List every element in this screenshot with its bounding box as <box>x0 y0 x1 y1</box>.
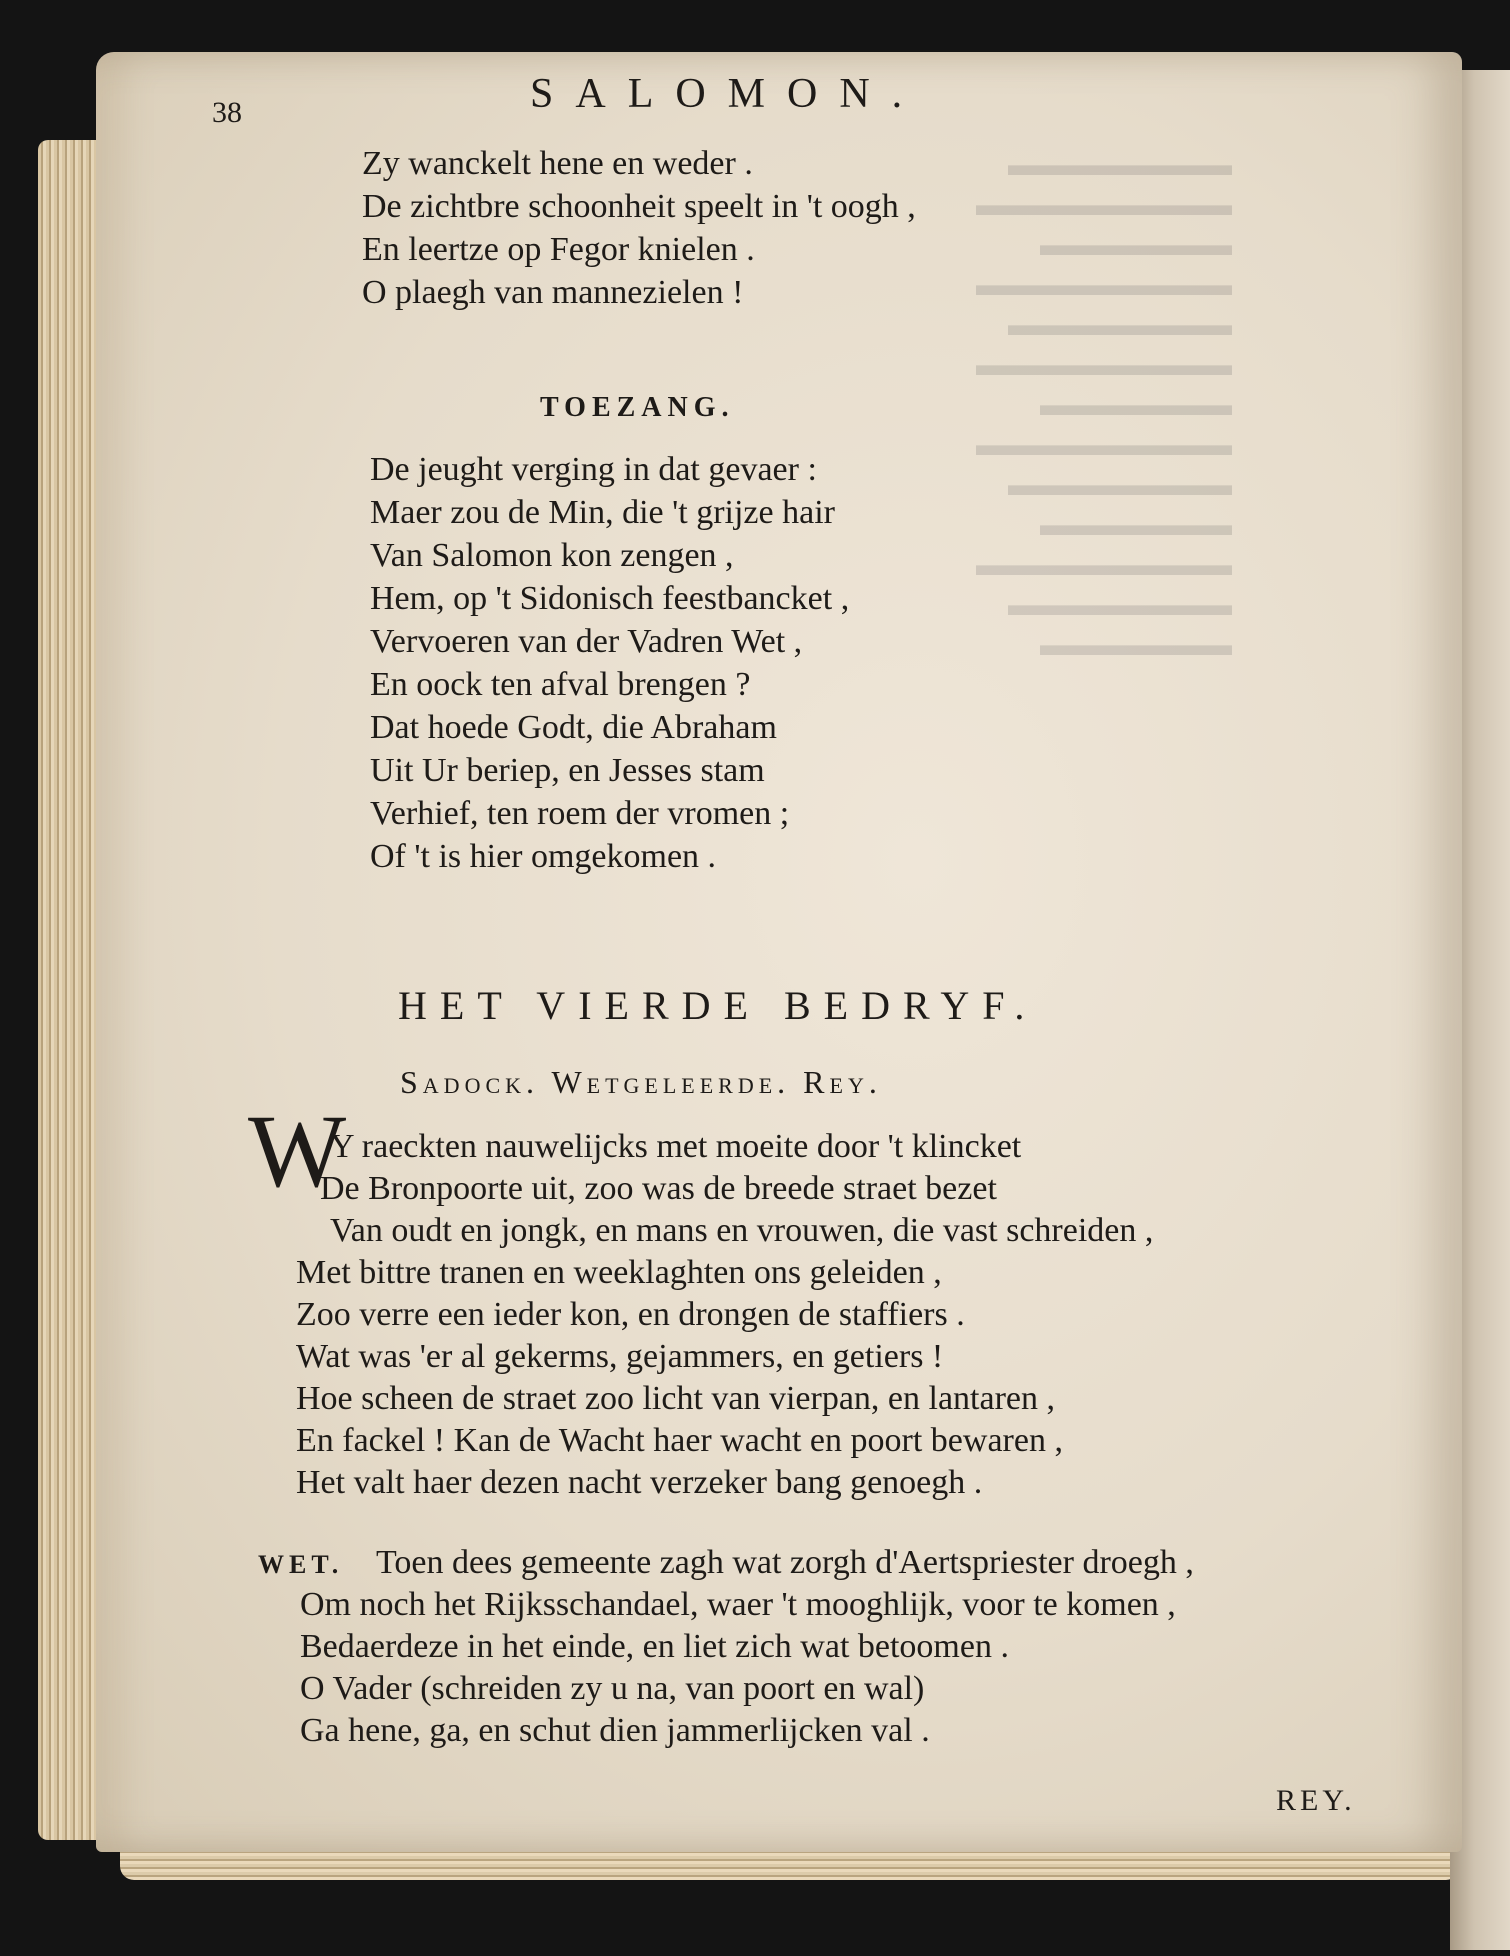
toezang-verse <box>370 448 849 878</box>
verse-line: Uit Ur beriep, en Jesses stam <box>370 752 765 789</box>
verse-line: Van Salomon kon zengen , <box>370 537 734 574</box>
speech-line: Zoo verre een ieder kon, en drongen de staffiers . <box>296 1296 965 1333</box>
verse-line: O plaegh van mannezielen ! <box>362 274 744 311</box>
verse-line: Maer zou de Min, die 't grijze hair <box>370 494 835 531</box>
speech-line: De Bronpoorte uit, zoo was de breede straet bezet <box>320 1170 997 1207</box>
verse-line: De jeught verging in dat gevaer : <box>370 451 817 488</box>
speech-line: Ga hene, ga, en schut dien jammerlijcken val . <box>300 1712 930 1749</box>
act-title: HET VIERDE BEDRYF. <box>398 983 1038 1028</box>
verse-line: Of 't is hier omgekomen . <box>370 838 717 875</box>
speech-line: Met bittre tranen en weeklaghten ons geleiden , <box>296 1254 942 1291</box>
speech-line: Om noch het Rijksschandael, waer 't mooghlijk, voor te komen , <box>300 1586 1176 1623</box>
verse-line: Vervoeren van der Vadren Wet , <box>370 623 803 660</box>
show-through: ▬▬▬▬▬▬▬ ▬▬▬▬▬▬▬▬ ▬▬▬▬▬▬ ▬▬▬▬▬▬▬▬ ▬▬▬▬▬▬▬ ▬▬▬▬▬▬▬▬ ▬▬▬▬▬▬ ▬▬▬▬▬▬▬▬ ▬▬▬▬▬▬▬ ▬▬▬▬▬▬ ▬▬▬▬▬▬▬▬ ▬▬▬▬▬▬▬ ▬▬▬▬▬▬ <box>976 146 1232 662</box>
speech-line: Hoe scheen de straet zoo licht van vierpan, en lantaren , <box>296 1380 1056 1417</box>
verse-line: Hem, op 't Sidonisch feestbancket , <box>370 580 850 617</box>
page-number: 38 <box>212 96 242 129</box>
speech-first-line: Y raeckten nauwelijcks met moeite door 't klincket <box>330 1128 1022 1165</box>
speech-line: Toen dees gemeente zagh wat zorgh d'Aertspriester droegh , <box>376 1544 1194 1581</box>
verse-line: De zichtbre schoonheit speelt in 't oogh , <box>362 188 916 225</box>
verse-line: En oock ten afval brengen ? <box>370 666 751 703</box>
speakers-line: Sadock. Wetgeleerde. Rey. <box>400 1064 882 1100</box>
speech-line: Het valt haer dezen nacht verzeker bang genoegh . <box>296 1464 983 1501</box>
speech-line: Wat was 'er al gekerms, gejammers, en getiers ! <box>296 1338 944 1375</box>
verse-line: En leertze op Fegor knielen . <box>362 231 755 268</box>
verse-line: Dat hoede Godt, die Abraham <box>370 709 777 746</box>
verse-line: Verhief, ten roem der vromen ; <box>370 795 790 832</box>
speaker-label: WET. <box>258 1550 344 1579</box>
drop-cap: W <box>248 1094 347 1209</box>
speech-line: En fackel ! Kan de Wacht haer wacht en poort bewaren , <box>296 1422 1063 1459</box>
speech-line: Van oudt en jongk, en mans en vrouwen, die vast schreiden , <box>330 1212 1154 1249</box>
running-head: SALOMON. <box>530 71 925 117</box>
stanza-end <box>362 142 916 314</box>
speech-line: O Vader (schreiden zy u na, van poort en wal) <box>300 1670 925 1707</box>
verse-line: Zy wanckelt hene en weder . <box>362 145 753 182</box>
catchword: REY. <box>1276 1784 1356 1817</box>
speech-line: Bedaerdeze in het einde, en liet zich wat betoomen . <box>300 1628 1009 1665</box>
section-heading-toezang: TOEZANG. <box>540 392 735 423</box>
